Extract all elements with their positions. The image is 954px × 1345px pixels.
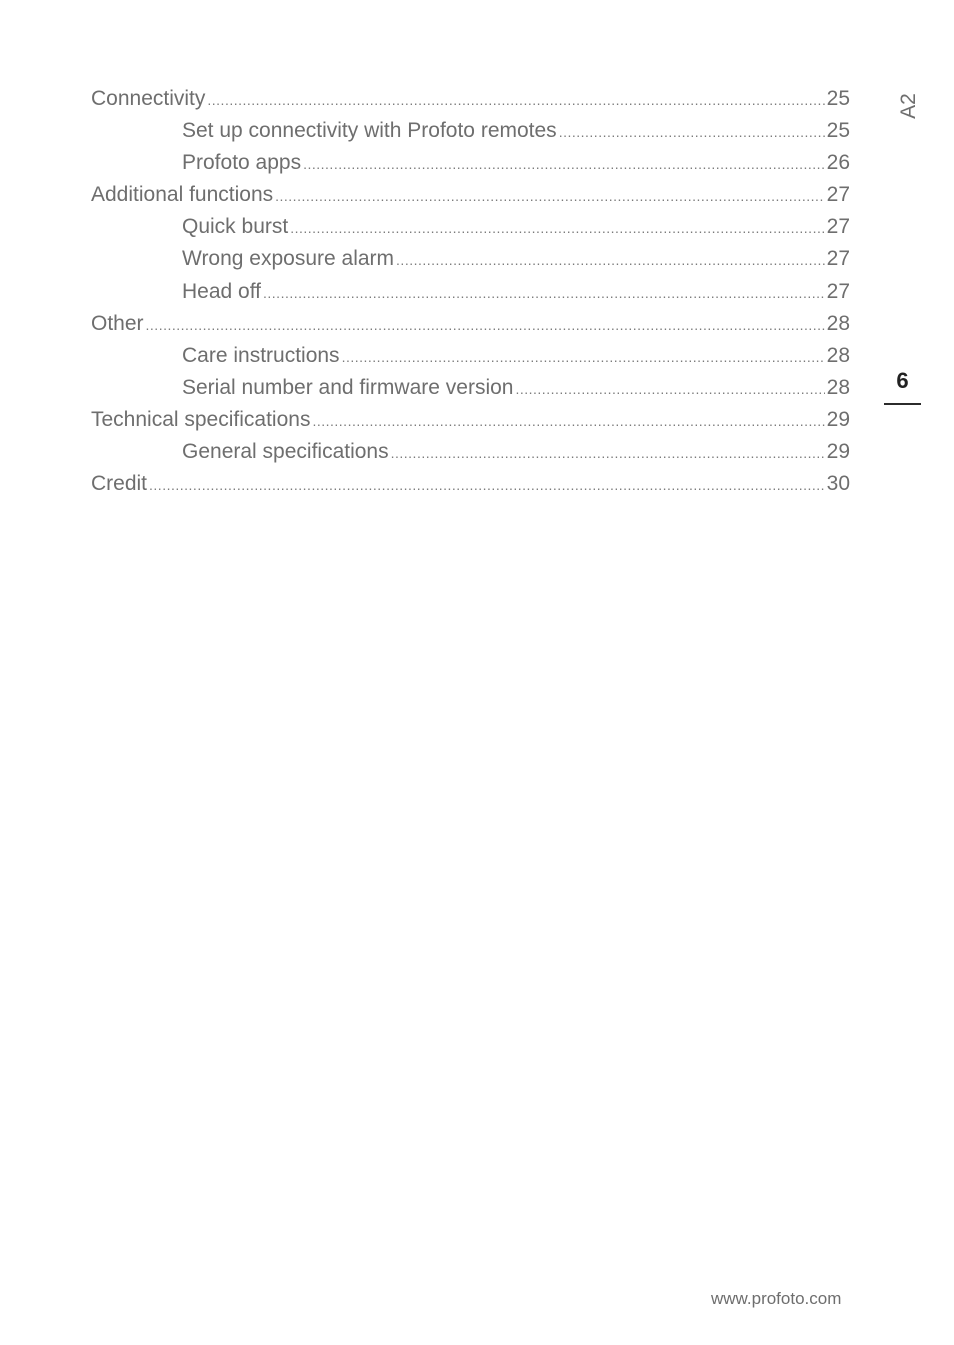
toc-dot-leader — [342, 341, 825, 373]
toc-entry-profoto-apps[interactable] — [91, 147, 850, 179]
toc-entry-head-off[interactable] — [91, 276, 850, 308]
toc-dot-leader — [312, 405, 824, 437]
toc-dot-leader — [149, 469, 825, 501]
toc-dot-leader — [391, 437, 825, 469]
toc-entry-page: 27 — [826, 183, 850, 207]
toc-entry-page: 27 — [826, 215, 850, 239]
toc-entry-page: 29 — [826, 440, 850, 464]
toc-entry-label: Additional functions — [91, 183, 274, 207]
table-of-contents — [91, 83, 850, 500]
toc-entry-label: General specifications — [182, 440, 389, 464]
toc-entry-page: 27 — [826, 247, 850, 271]
product-side-label-text: A2 — [897, 93, 920, 119]
toc-entry-label: Wrong exposure alarm — [182, 247, 395, 271]
toc-entry-label: Serial number and firmware version — [182, 375, 514, 399]
toc-entry-connectivity[interactable] — [91, 83, 850, 115]
toc-entry-page: 25 — [826, 119, 850, 143]
toc-entry-label: Connectivity — [91, 87, 206, 110]
page-number: 6 — [896, 368, 909, 393]
toc-entry-label: Technical specifications — [91, 407, 311, 431]
toc-dot-leader — [263, 277, 825, 309]
toc-entry-label: Profoto apps — [182, 151, 302, 175]
page-number-underline — [884, 403, 921, 405]
toc-entry-label: Set up connectivity with Profoto remotes — [182, 119, 557, 143]
toc-dot-leader — [559, 116, 825, 148]
toc-entry-page: 29 — [826, 407, 850, 431]
toc-entry-quick-burst[interactable] — [91, 211, 850, 243]
toc-dot-leader — [290, 212, 824, 244]
toc-entry-page: 27 — [826, 279, 850, 303]
toc-entry-page: 28 — [826, 375, 850, 399]
toc-entry-care-instructions[interactable] — [91, 340, 850, 372]
toc-dot-leader — [146, 309, 825, 341]
toc-entry-additional-functions[interactable] — [91, 179, 850, 211]
toc-entry-general-specifications[interactable] — [91, 436, 850, 468]
toc-dot-leader — [303, 148, 825, 180]
toc-entry-set-up-connectivity[interactable] — [91, 115, 850, 147]
toc-entry-credit[interactable] — [91, 468, 850, 500]
toc-dot-leader — [515, 373, 824, 405]
toc-entry-label: Head off — [182, 279, 262, 303]
toc-entry-label: Quick burst — [182, 215, 289, 239]
toc-dot-leader — [207, 84, 824, 116]
toc-entry-label: Other — [91, 311, 144, 335]
toc-entry-label: Credit — [91, 472, 148, 496]
toc-entry-page: 25 — [826, 87, 850, 110]
toc-entry-label: Care instructions — [182, 343, 340, 367]
toc-entry-page: 28 — [826, 343, 850, 367]
toc-entry-page: 26 — [826, 151, 850, 175]
toc-entry-wrong-exposure-alarm[interactable] — [91, 243, 850, 275]
toc-entry-page: 28 — [826, 311, 850, 335]
footer-url[interactable]: www.profoto.com — [711, 1289, 842, 1308]
toc-dot-leader — [396, 244, 825, 276]
toc-entry-serial-number[interactable] — [91, 372, 850, 404]
toc-entry-page: 30 — [826, 472, 850, 496]
toc-entry-technical-specifications[interactable] — [91, 404, 850, 436]
product-side-label — [896, 88, 922, 124]
toc-dot-leader — [275, 180, 825, 212]
toc-entry-other[interactable] — [91, 308, 850, 340]
